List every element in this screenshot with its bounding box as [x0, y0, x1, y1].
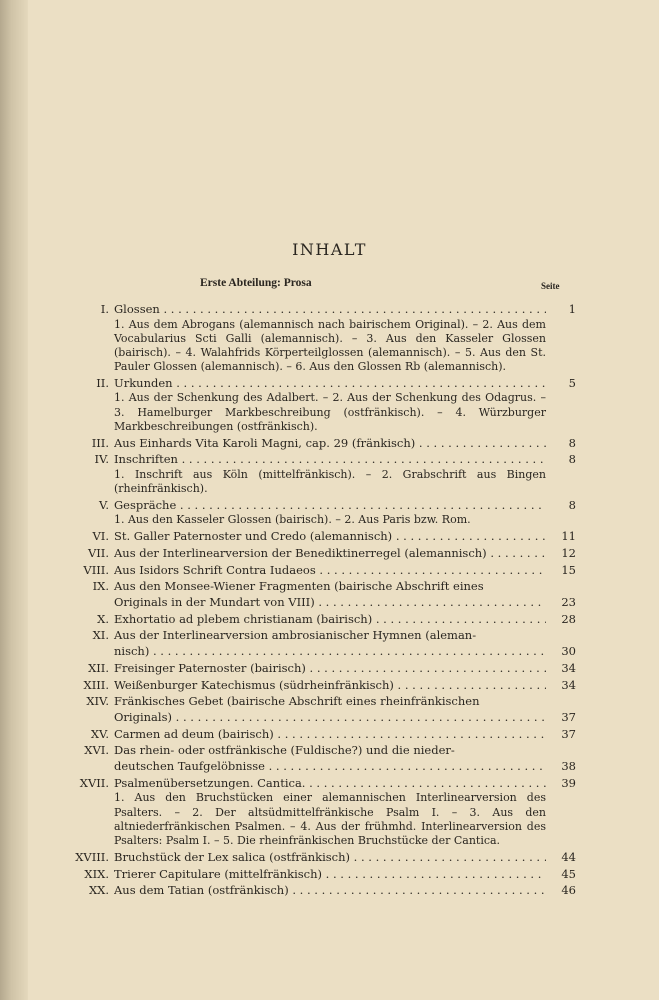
entry-number: XV. — [90, 726, 109, 741]
entry-subsections: 1. Aus den Kasseler Glossen (bairisch). – 2. Aus Paris bzw. Rom. — [114, 513, 471, 527]
entry-body — [114, 743, 576, 774]
entry-number: VIII. — [83, 562, 109, 577]
entry-number: XVI. — [84, 743, 109, 758]
entry-subsections: 1. Aus der Schenkung des Adalbert. – 2. Aus der Schenkung des Odagrus. – 3. Hamelburger Markbeschreibung (ostfränkisch). – 4. Würzburger Markbeschreibungen (ostfränkisch). — [114, 391, 546, 434]
entry-title-start: Aus der Interlinearversion ambrosianischer Hymnen (aleman- — [114, 628, 477, 643]
entry-page-number: 45 — [561, 866, 576, 881]
entry-page-number: 39 — [561, 775, 576, 790]
entry-title: Originals in der Mundart von VIII) . . . — [114, 595, 546, 611]
table-of-contents — [64, 302, 576, 900]
entry-page-number: 38 — [561, 758, 576, 773]
entry-title-line — [114, 776, 576, 792]
entry-subsections: 1. Aus den Bruchstücken einer alemannischen Interlinearversion des Psalters. – 2. Der altsüdmittelfränkische Psalm I. – 3. Aus den altniederfränkischen Psalmen. – 4. Aus der frühmhd. Interlinearversion des Psalters: Psalm I. – 5. Die rheinfränkischen Bruchstücke der Cantica. — [114, 791, 546, 848]
entry-title: Aus Isidors Schrift Contra Iudaeos . . . — [114, 563, 546, 579]
entry-title-line — [114, 727, 576, 743]
entry-title: Aus Einhards Vita Karoli Magni, cap. 29 (fränkisch) . . . — [114, 436, 546, 452]
toc-entry[interactable] — [64, 546, 576, 562]
entry-page-number: 23 — [561, 594, 576, 609]
entry-page-number: 8 — [568, 452, 576, 467]
entry-title: Gespräche . . . — [114, 498, 546, 514]
entry-title: Originals) . . . — [114, 710, 546, 726]
toc-entry[interactable] — [64, 678, 576, 694]
entry-page-number: 34 — [561, 660, 576, 675]
entry-title: Inschriften . . . — [114, 452, 546, 468]
toc-entry[interactable] — [64, 727, 576, 743]
entry-body — [114, 678, 576, 694]
entry-number: XVII. — [79, 775, 109, 790]
entry-body — [114, 661, 576, 677]
entry-number: IV. — [94, 452, 109, 467]
entry-page-number: 34 — [561, 677, 576, 692]
toc-entry[interactable] — [64, 376, 576, 434]
entry-title-start: Das rhein- oder ostfränkische (Fuldische?) und die nieder- — [114, 743, 455, 758]
toc-entry[interactable] — [64, 563, 576, 579]
entry-title: Trierer Capitulare (mittelfränkisch) . . . — [114, 867, 546, 883]
page-column-label: Seite — [541, 281, 560, 291]
entry-number: XIII. — [83, 677, 109, 692]
toc-entry[interactable] — [64, 498, 576, 528]
entry-page-number: 46 — [561, 883, 576, 898]
entry-body — [114, 546, 576, 562]
entry-title: Aus dem Tatian (ostfränkisch) . . . — [114, 883, 546, 899]
entry-subsections: 1. Inschrift aus Köln (mittelfränkisch). – 2. Grabschrift aus Bingen (rheinfränkisch). — [114, 467, 546, 496]
entry-number: VI. — [92, 528, 109, 543]
toc-entry[interactable] — [64, 694, 576, 725]
entry-body — [114, 579, 576, 610]
entry-title-line — [114, 850, 576, 866]
entry-title-start: Aus den Monsee-Wiener Fragmenten (bairische Abschrift eines — [114, 579, 484, 594]
toc-entry[interactable] — [64, 850, 576, 866]
entry-number: XII. — [88, 660, 109, 675]
entry-title-start: Fränkisches Gebet (bairische Abschrift eines rheinfränkischen — [114, 694, 480, 709]
entry-page-number: 15 — [561, 562, 576, 577]
entry-title-line — [114, 595, 576, 611]
entry-body — [114, 563, 576, 579]
entry-body — [114, 867, 576, 883]
entry-body — [114, 883, 576, 899]
entry-title: Glossen . . . — [114, 302, 546, 318]
toc-entry[interactable] — [64, 529, 576, 545]
entry-page-number: 37 — [561, 726, 576, 741]
entry-title: Carmen ad deum (bairisch) . . . — [114, 727, 546, 743]
entry-body — [114, 727, 576, 743]
entry-title-line — [114, 612, 576, 628]
entry-title-line — [114, 644, 576, 660]
entry-title: St. Galler Paternoster und Credo (alemannisch) . . . — [114, 529, 546, 545]
toc-entry[interactable] — [64, 661, 576, 677]
entry-body — [114, 436, 576, 452]
entry-number: V. — [99, 497, 109, 512]
page-gutter-shadow — [0, 0, 28, 1000]
entry-number: IX. — [92, 579, 109, 594]
entry-title: deutschen Taufgelöbnisse . . . — [114, 759, 546, 775]
entry-title: Aus der Interlinearversion der Benediktinerregel (alemannisch) . . . — [114, 546, 546, 562]
toc-entry[interactable] — [64, 579, 576, 610]
toc-entry[interactable] — [64, 776, 576, 849]
entry-number: XIV. — [86, 694, 109, 709]
entry-title-line — [114, 563, 576, 579]
entry-title-line — [114, 498, 576, 514]
entry-title: Exhortatio ad plebem christianam (bairisch) . . . — [114, 612, 546, 628]
entry-page-number: 37 — [561, 709, 576, 724]
entry-number: X. — [97, 611, 109, 626]
entry-body — [114, 694, 576, 725]
toc-entry[interactable] — [64, 452, 576, 496]
entry-body — [114, 376, 576, 434]
entry-page-number: 28 — [561, 611, 576, 626]
entry-title-line — [114, 678, 576, 694]
entry-page-number: 11 — [561, 528, 576, 543]
entry-title: nisch) . . . — [114, 644, 546, 660]
entry-number: VII. — [87, 545, 109, 560]
entry-title: Bruchstück der Lex salica (ostfränkisch) . . . — [114, 850, 546, 866]
entry-number: III. — [91, 435, 109, 450]
entry-body — [114, 302, 576, 375]
entry-body — [114, 529, 576, 545]
entry-title-line — [114, 436, 576, 452]
entry-title-line — [114, 452, 576, 468]
entry-title-line — [114, 661, 576, 677]
entry-title-line — [114, 302, 576, 318]
entry-title-line — [114, 867, 576, 883]
entry-page-number: 1 — [568, 302, 576, 316]
toc-entry[interactable] — [64, 436, 576, 452]
toc-entry[interactable] — [64, 302, 576, 375]
entry-body — [114, 452, 576, 496]
entry-page-number: 30 — [561, 643, 576, 658]
entry-title: Weißenburger Katechismus (südrheinfränkisch) . . . — [114, 678, 546, 694]
entry-title: Urkunden . . . — [114, 376, 546, 392]
entry-title-line — [114, 546, 576, 562]
entry-body — [114, 612, 576, 628]
entry-title-line — [114, 710, 576, 726]
entry-number: XI. — [92, 628, 109, 643]
toc-entry[interactable] — [64, 628, 576, 659]
entry-body — [114, 628, 576, 659]
entry-number: XIX. — [84, 866, 109, 881]
entry-page-number: 8 — [568, 497, 576, 512]
entry-title-line — [114, 759, 576, 775]
entry-title-line — [114, 883, 576, 899]
entry-page-number: 8 — [568, 435, 576, 450]
toc-entry[interactable] — [64, 612, 576, 628]
toc-entry[interactable] — [64, 743, 576, 774]
entry-page-number: 5 — [568, 375, 576, 390]
entry-body — [114, 850, 576, 866]
entry-title: Psalmenübersetzungen. Cantica. . . . — [114, 776, 546, 792]
entry-number: XX. — [88, 883, 109, 898]
toc-entry[interactable] — [64, 867, 576, 883]
entry-title-line — [114, 376, 576, 392]
entry-body — [114, 498, 576, 528]
entry-page-number: 44 — [561, 849, 576, 864]
toc-entry[interactable] — [64, 883, 576, 899]
section-title: Erste Abteilung: Prosa — [200, 277, 312, 289]
entry-title: Freisinger Paternoster (bairisch) . . . — [114, 661, 546, 677]
entry-page-number: 12 — [561, 545, 576, 560]
entry-body — [114, 776, 576, 849]
entry-number: XVIII. — [75, 849, 109, 864]
entry-number: I. — [100, 302, 109, 316]
entry-subsections: 1. Aus dem Abrogans (alemannisch nach bairischem Original). – 2. Aus dem Vocabularius Scti Galli (alemannisch). – 3. Aus den Kasseler Glossen (bairisch). – 4. Walahfrids Körperteilglossen (alemannisch). – 5. Aus den St. Pauler Glossen (alemannisch). – 6. Aus den Glossen Rb (alemannisch). — [114, 317, 546, 374]
page-title: INHALT — [292, 240, 367, 259]
entry-number: II. — [96, 375, 109, 390]
entry-title-line — [114, 529, 576, 545]
